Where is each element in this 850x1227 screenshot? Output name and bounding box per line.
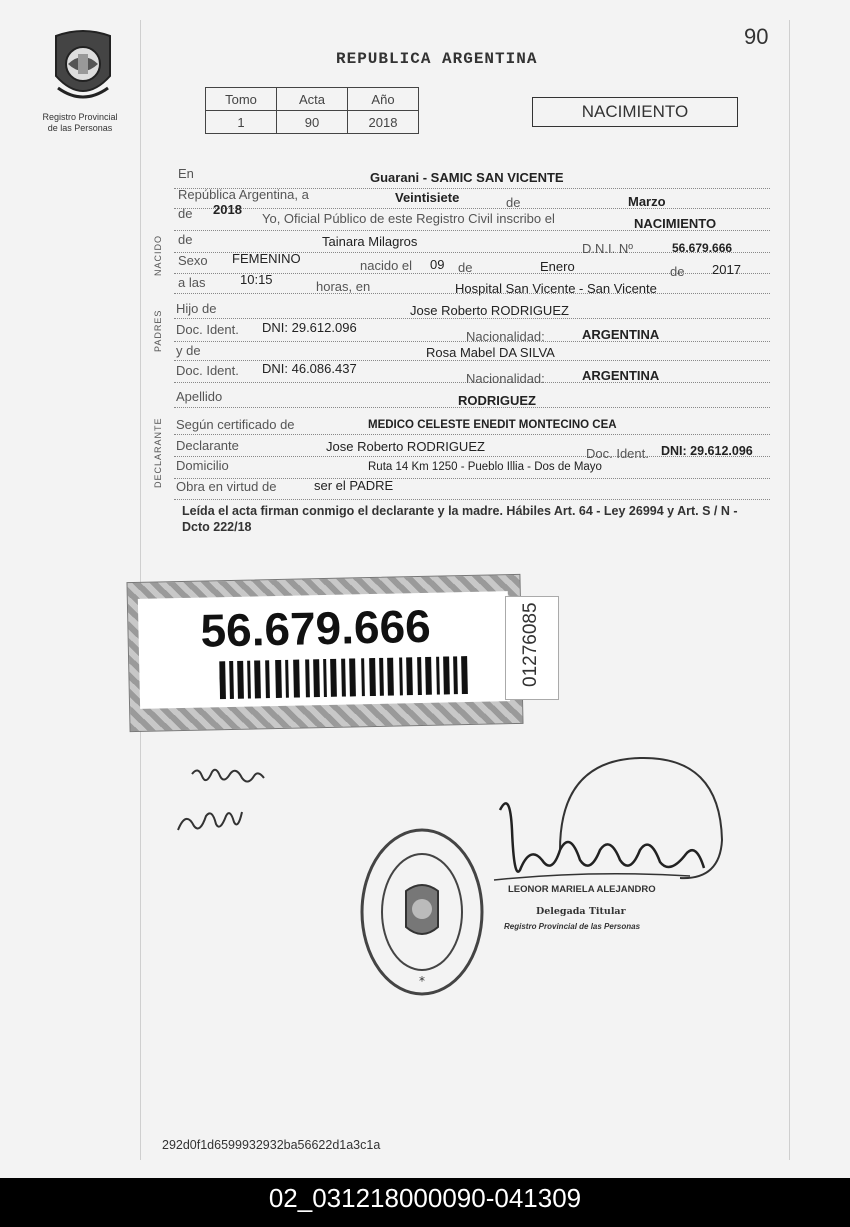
mother-doc: DNI: 46.086.437 bbox=[262, 361, 357, 376]
father-value: Jose Roberto RODRIGUEZ bbox=[410, 303, 569, 318]
registry-header-anio: Año bbox=[348, 88, 419, 111]
apellido-label: Apellido bbox=[176, 389, 223, 404]
registry-table bbox=[205, 87, 419, 134]
side-label-declarante: DECLARANTE bbox=[153, 417, 163, 488]
horas-label: horas, en bbox=[316, 279, 371, 294]
sexo-label: Sexo bbox=[178, 253, 208, 268]
svg-text:*: * bbox=[419, 974, 425, 988]
day-value: Veintisiete bbox=[395, 190, 460, 205]
provincial-coat-of-arms-logo bbox=[48, 28, 118, 108]
cert-label: Según certificado de bbox=[176, 417, 295, 432]
inscribo-value: NACIMIENTO bbox=[634, 216, 717, 231]
page-number: 90 bbox=[744, 24, 769, 49]
de-label-2: de bbox=[178, 206, 193, 221]
de-label-1: de bbox=[506, 195, 521, 210]
cert-value: MEDICO CELESTE ENEDIT MONTECINO CEA bbox=[368, 419, 617, 431]
de-label-4: de bbox=[458, 260, 473, 275]
mother-value: Rosa Mabel DA SILVA bbox=[426, 345, 555, 360]
side-code: 01276085 bbox=[520, 602, 541, 687]
de-label-3: de bbox=[178, 232, 193, 247]
hijo-label: Hijo de bbox=[176, 301, 217, 316]
birth-day: 09 bbox=[430, 257, 445, 272]
month-value: Marzo bbox=[628, 194, 666, 209]
signatory-role: Delegada Titular bbox=[536, 906, 626, 917]
document-title: REPUBLICA ARGENTINA bbox=[336, 50, 538, 68]
father-doc: DNI: 29.612.096 bbox=[262, 320, 357, 335]
declarante-value: Jose Roberto RODRIGUEZ bbox=[326, 439, 485, 454]
en-value: Guarani - SAMIC SAN VICENTE bbox=[370, 170, 564, 185]
name-value: Tainara Milagros bbox=[322, 234, 418, 249]
doc-label-3: Doc. Ident. bbox=[586, 446, 649, 461]
registry-header-acta: Acta bbox=[277, 88, 348, 111]
yo-label: Yo, Oficial Público de este Registro Civil inscribo el bbox=[262, 211, 555, 226]
side-label-padres: PADRES bbox=[153, 309, 163, 352]
nacido-label: nacido el bbox=[360, 258, 413, 273]
registry-value-anio: 2018 bbox=[348, 111, 419, 134]
en-label: En bbox=[178, 166, 194, 181]
registry-value-tomo: 1 bbox=[206, 111, 277, 134]
year-value: 2018 bbox=[213, 202, 242, 217]
place-value: Hospital San Vicente - San Vicente bbox=[455, 281, 657, 296]
domicilio-value: Ruta 14 Km 1250 - Pueblo Illia - Dos de Mayo bbox=[368, 461, 602, 473]
birth-month: Enero bbox=[540, 259, 575, 274]
domicilio-label: Domicilio bbox=[176, 458, 229, 473]
id-number-sticker bbox=[126, 574, 523, 732]
document-hash: 292d0f1d6599932932ba56622d1a3c1a bbox=[162, 1138, 381, 1152]
dni-value: 56.679.666 bbox=[672, 241, 733, 255]
yde-label: y de bbox=[176, 343, 201, 358]
logo-caption bbox=[30, 112, 130, 134]
obra-label: Obra en virtud de bbox=[176, 479, 277, 494]
nac-label-1: Nacionalidad: bbox=[466, 329, 545, 344]
doc-label-1: Doc. Ident. bbox=[176, 322, 239, 337]
side-code-label bbox=[505, 596, 559, 700]
de-label-5: de bbox=[670, 264, 685, 279]
act-type-box: NACIMIENTO bbox=[532, 97, 738, 127]
footer-id: 02_031218000090-041309 bbox=[268, 1183, 582, 1213]
doc-label-2: Doc. Ident. bbox=[176, 363, 239, 378]
side-label-nacido: NACIDO bbox=[153, 234, 163, 276]
sticker-label bbox=[138, 591, 510, 709]
republica-label: República Argentina, a bbox=[178, 187, 309, 202]
mother-nat: ARGENTINA bbox=[582, 368, 660, 383]
form-line bbox=[174, 208, 770, 209]
footer-bar bbox=[0, 1178, 850, 1227]
registry-value-acta: 90 bbox=[277, 111, 348, 134]
apellido-value: RODRIGUEZ bbox=[458, 393, 536, 408]
registry-header-tomo: Tomo bbox=[206, 88, 277, 111]
signatory-org: Registro Provincial de las Personas bbox=[504, 922, 641, 931]
declarante-doc: DNI: 29.612.096 bbox=[661, 444, 753, 458]
obra-value: ser el PADRE bbox=[314, 478, 394, 493]
signatory-name: LEONOR MARIELA ALEJANDRO bbox=[508, 884, 656, 895]
form-line bbox=[174, 499, 770, 500]
form-line bbox=[174, 434, 770, 435]
handwritten-initials bbox=[172, 760, 272, 840]
hour-value: 10:15 bbox=[240, 272, 273, 287]
dni-label: D.N.I. Nº bbox=[582, 241, 633, 256]
form-line bbox=[174, 318, 770, 319]
logo-caption-line-2: de las Personas bbox=[47, 123, 113, 133]
nac-label-2: Nacionalidad: bbox=[466, 371, 545, 386]
declarante-label: Declarante bbox=[176, 438, 239, 453]
closing-statement: Leída el acta firman conmigo el declarante y la madre. Hábiles Art. 64 - Ley 26994 y Art. S / N - Dcto 222/18 bbox=[182, 504, 738, 534]
father-nat: ARGENTINA bbox=[582, 327, 660, 342]
sexo-value: FEMENINO bbox=[232, 251, 301, 266]
alas-label: a las bbox=[178, 275, 206, 290]
sticker-id-number: 56.679.666 bbox=[199, 599, 432, 657]
official-seal bbox=[358, 827, 486, 997]
logo-caption-line-1: Registro Provincial bbox=[42, 112, 118, 122]
birth-year: 2017 bbox=[712, 262, 741, 277]
barcode bbox=[219, 656, 470, 699]
